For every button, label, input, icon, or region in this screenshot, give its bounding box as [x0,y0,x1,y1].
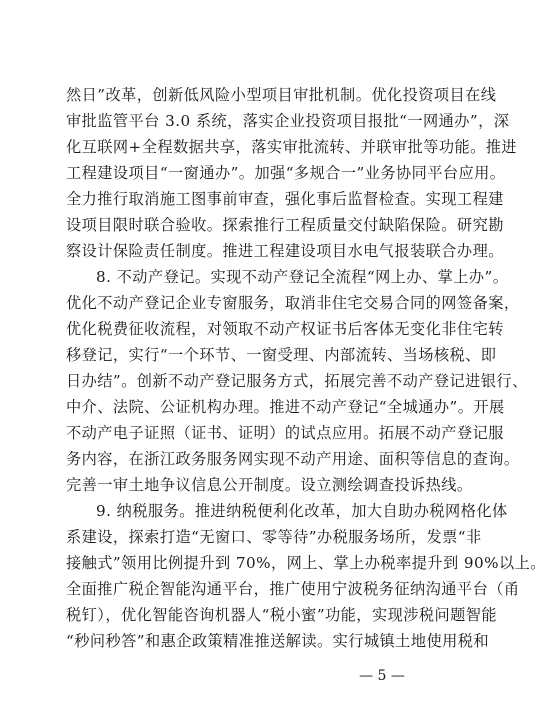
text-line-7: 察设计保险责任制度。推进工程建设项目水电气报装联合办理。 [66,242,504,260]
page-number: — 5 — [359,668,405,684]
text-line-15: 务内容，在浙江政务服务网实现不动产用途、面积等信息的查询。 [66,450,520,468]
text-line-18: 系建设，探索打造“无窗口、零等待”办税服务场所，发票“非 [66,528,482,546]
text-line-14: 不动产电子证照（证书、证明）的试点应用。拓展不动产登记服 [66,424,504,442]
text-line-3: 化互联网+全程数据共享，落实审批流转、并联审批等功能。推进 [66,138,518,156]
text-line-22: “秒问秒答”和惠企政策精准推送解读。实行城镇土地使用税和 [66,632,490,650]
text-line-11: 移登记，实行“一个环节、一窗受理、内部流转、当场核税、即 [66,346,497,364]
text-line-21: 税钉），优化智能咨询机器人“税小蜜”功能，实现涉税问题智能 [66,606,498,624]
text-line-16: 完善一审土地争议信息公开制度。设立测绘调查投诉热线。 [66,476,473,494]
text-line-1: 然日”改革，创新低风险小型项目审批机制。优化投资项目在线 [66,86,497,104]
text-line-12: 日办结”。创新不动产登记服务方式，拓展完善不动产登记进银行、 [66,372,528,390]
text-line-20: 全面推广税企智能沟通平台，推广使用宁波税务征纳沟通平台（甬 [66,580,520,598]
text-line-10: 优化税费征收流程，对领取不动产权证书后客体无变化非住宅转 [66,320,504,338]
text-line-19: 接触式”领用比例提升到 70%，网上、掌上办税率提升到 90%以上。 [66,554,546,572]
text-line-13: 中介、法院、公证机构办理。推进不动产登记“全城通办”。开展 [66,398,505,416]
text-line-5: 全力推行取消施工图事前审查，强化事后监督检查。实现工程建 [66,190,504,208]
section-heading-8: 8. 不动产登记。实现不动产登记全流程“网上办、掌上办”。 [96,268,509,286]
text-line-4: 工程建设项目“一窗通办”。加强“多规合一”业务协同平台应用。 [66,164,506,182]
section-heading-9: 9. 纳税服务。推进纳税便利化改革，加大自助办税网格化体 [96,502,508,520]
text-line-9: 优化不动产登记企业专窗服务，取消非住宅交易合同的网签备案， [66,294,520,312]
text-line-6: 设项目限时联合验收。探索推行工程质量交付缺陷保险。研究勘 [66,216,504,234]
text-line-2: 审批监管平台 3.0 系统，落实企业投资项目报批“一网通办”，深 [66,112,510,130]
